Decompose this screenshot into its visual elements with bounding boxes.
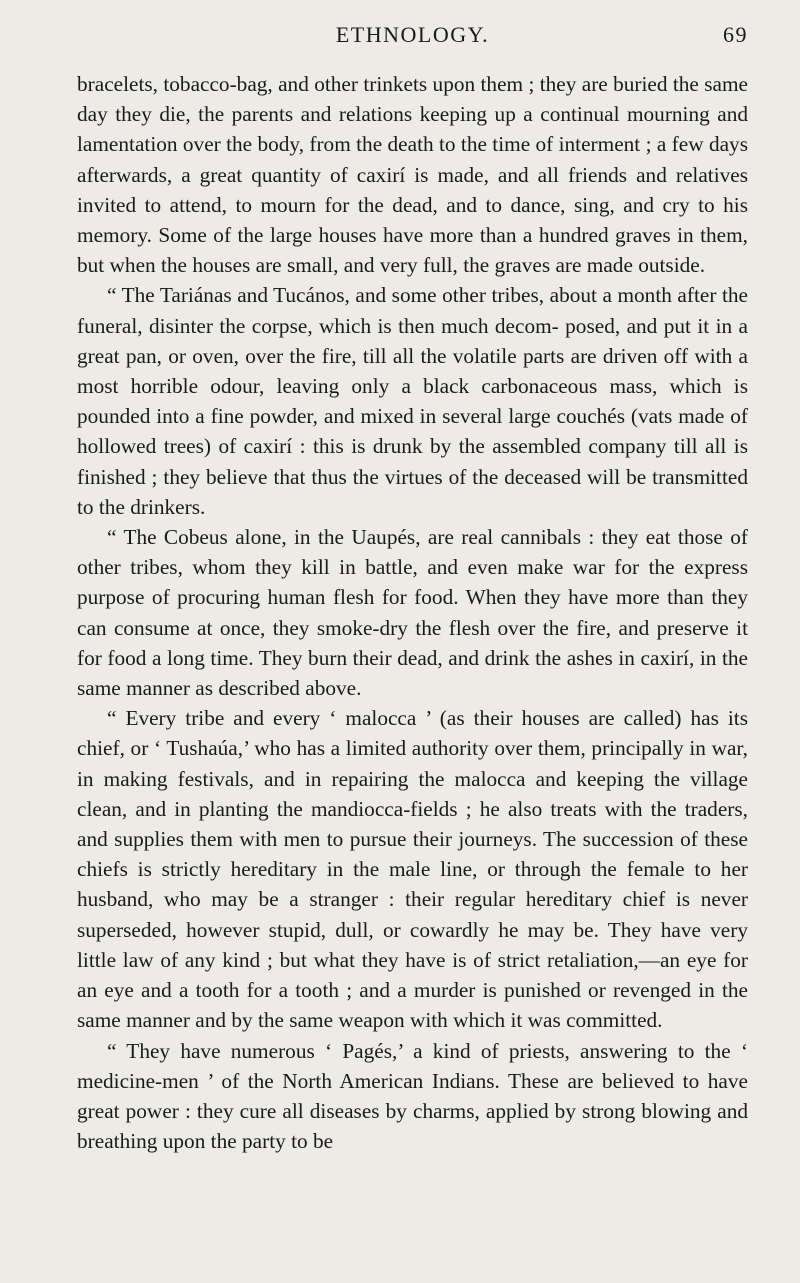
paragraph-disinterment: “ The Tariánas and Tucános, and some other tribes, about a month after the funeral, disinter the corpse, which is then much decom- posed, and put it in a great pan, or oven, over the fire, till all the volatile parts are driven off with a most horrible odour, leaving only a black carbonaceous mass, which is pounded into a fine powder, and mixed in several large couchés (vats made of hollowed trees) of caxirí : this is drunk by the assembled company till all is finished ; they believe that thus the virtues of the deceased will be transmitted to the drinkers. xyxy=(77,283,748,519)
page-number: 69 xyxy=(723,22,748,47)
paragraph-chiefs: “ Every tribe and every ‘ malocca ’ (as their houses are called) has its chief, or ‘ Tushaúa,’ who has a limited authority over them, principally in war, in making festivals, and in repairing the malocca and keeping the village clean, and in planting the mandiocca-fields ; he also treats with the traders, and supplies them with men to pursue their journeys. The succession of these chiefs is strictly hereditary in the male line, or through the female to her husband, who may be a stranger : their regular hereditary chief is never superseded, however stupid, dull, or cowardly he may be. They have very little law of any kind ; but what they have is of strict retaliation,—an eye for an eye and a tooth for a tooth ; and a murder is punished or revenged in the same manner and by the same weapon with which it was committed. xyxy=(77,706,748,1033)
running-head xyxy=(77,22,748,52)
paragraph-pages: “ They have numerous ‘ Pagés,’ a kind of priests, answering to the ‘ medicine-men ’ of the North American Indians. These are believed to have great power : they cure all diseases by charms, applied by strong blowing and breathing upon the party to be xyxy=(77,1038,748,1154)
body-text xyxy=(77,69,748,1156)
paragraph-burial: bracelets, tobacco-bag, and other trinkets upon them ; they are buried the same day they die, the parents and relations keeping up a continual mourning and lamentation over the body, from the death to the time of interment ; a few days afterwards, a great quantity of caxirí is made, and all friends and relatives invited to attend, to mourn for the dead, and to dance, sing, and cry to his memory. Some of the large houses have more than a hundred graves in them, but when the houses are small, and very full, the graves are made outside. xyxy=(77,72,748,278)
paragraph-cobeus: “ The Cobeus alone, in the Uaupés, are real cannibals : they eat those of other tribes, whom they kill in battle, and even make war for the express purpose of procuring human flesh for food. When they have more than they can consume at once, they smoke-dry the flesh over the fire, and preserve it for food a long time. They burn their dead, and drink the ashes in caxirí, in the same manner as described above. xyxy=(77,525,748,701)
running-title: ETHNOLOGY. xyxy=(335,22,490,47)
